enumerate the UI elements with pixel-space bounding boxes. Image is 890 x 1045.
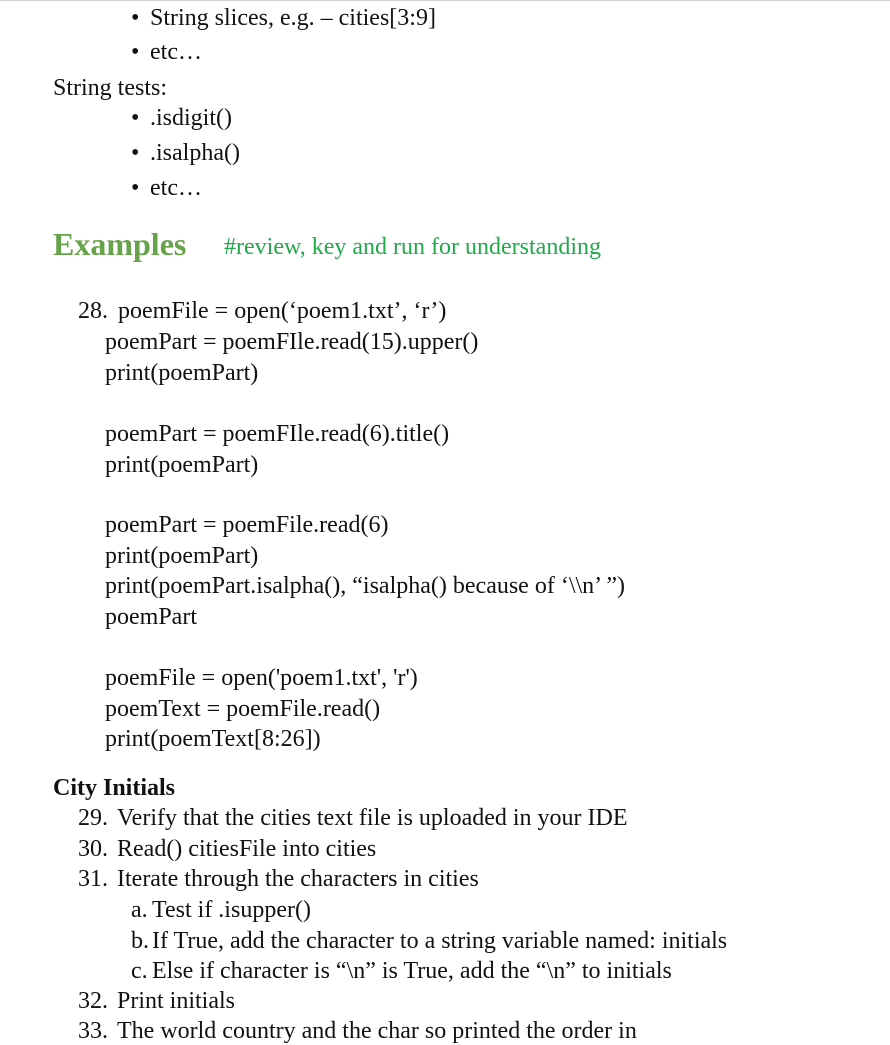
step-number: 30. <box>78 836 108 862</box>
step-number: 32. <box>78 988 108 1014</box>
step-29 <box>78 804 628 832</box>
step-text: Iterate through the characters in cities <box>117 866 479 892</box>
substep-b <box>131 927 727 955</box>
step-30 <box>78 835 376 863</box>
step-number: 31. <box>78 866 108 892</box>
step-32 <box>78 987 235 1015</box>
bullet-etc-2 <box>131 174 202 202</box>
code-line: poemPart = poemFIle.read(6).title() <box>105 421 450 447</box>
substep-text: Test if .isupper() <box>152 897 311 923</box>
code-line: print(poemPart) <box>105 543 259 569</box>
step-text: Print initials <box>117 988 236 1014</box>
code-line: poemPart <box>105 604 197 630</box>
code-line: poemPart = poemFile.read(6) <box>105 512 389 538</box>
substep-text: Else if character is “\n” is True, add the “\n” to initials <box>152 958 672 984</box>
code-line: print(poemText[8:26]) <box>105 726 321 752</box>
code-line: poemFile = open(‘poem1.txt’, ‘r’) <box>118 298 447 324</box>
step-31 <box>78 865 479 893</box>
code-line: poemPart = poemFIle.read(15).upper() <box>105 329 479 355</box>
examples-comment: #review, key and run for understanding <box>224 234 601 260</box>
top-divider <box>0 0 890 1</box>
substep-a <box>131 896 311 924</box>
bullet-text: etc… <box>150 39 202 65</box>
example-number: 28. <box>78 298 108 324</box>
code-line: print(poemPart) <box>105 360 259 386</box>
bullet-isalpha <box>131 139 240 167</box>
code-line: print(poemPart) <box>105 452 259 478</box>
substep-text: If True, add the character to a string variable named: initials <box>152 928 728 954</box>
bullet-string-slices <box>131 4 436 32</box>
bullet-etc <box>131 38 202 66</box>
city-initials-heading: City Initials <box>53 775 176 801</box>
code-line: poemText = poemFile.read() <box>105 696 381 722</box>
substep-letter: a. <box>131 897 148 923</box>
step-number: 33. <box>78 1018 108 1044</box>
step-number: 29. <box>78 805 108 831</box>
examples-heading: Examples <box>53 226 187 262</box>
string-tests-label: String tests: <box>53 75 168 101</box>
bullet-isdigit <box>131 104 232 132</box>
code-line: print(poemPart.isalpha(), “isalpha() because of ‘\\n’ ”) <box>105 573 626 599</box>
step-33-partial <box>78 1017 637 1045</box>
step-text: The world country and the char so printed the order in <box>117 1018 637 1044</box>
bullet-text: .isalpha() <box>150 140 240 166</box>
step-text: Read() citiesFile into cities <box>117 836 377 862</box>
substep-c <box>131 957 672 985</box>
bullet-text: String slices, e.g. – cities[3:9] <box>150 5 436 31</box>
code-line: poemFile = open('poem1.txt', 'r') <box>105 665 418 691</box>
step-text: Verify that the cities text file is uploaded in your IDE <box>117 805 628 831</box>
bullet-text: etc… <box>150 175 202 201</box>
substep-letter: c. <box>131 958 148 984</box>
bullet-text: .isdigit() <box>150 105 232 131</box>
substep-letter: b. <box>131 928 149 954</box>
